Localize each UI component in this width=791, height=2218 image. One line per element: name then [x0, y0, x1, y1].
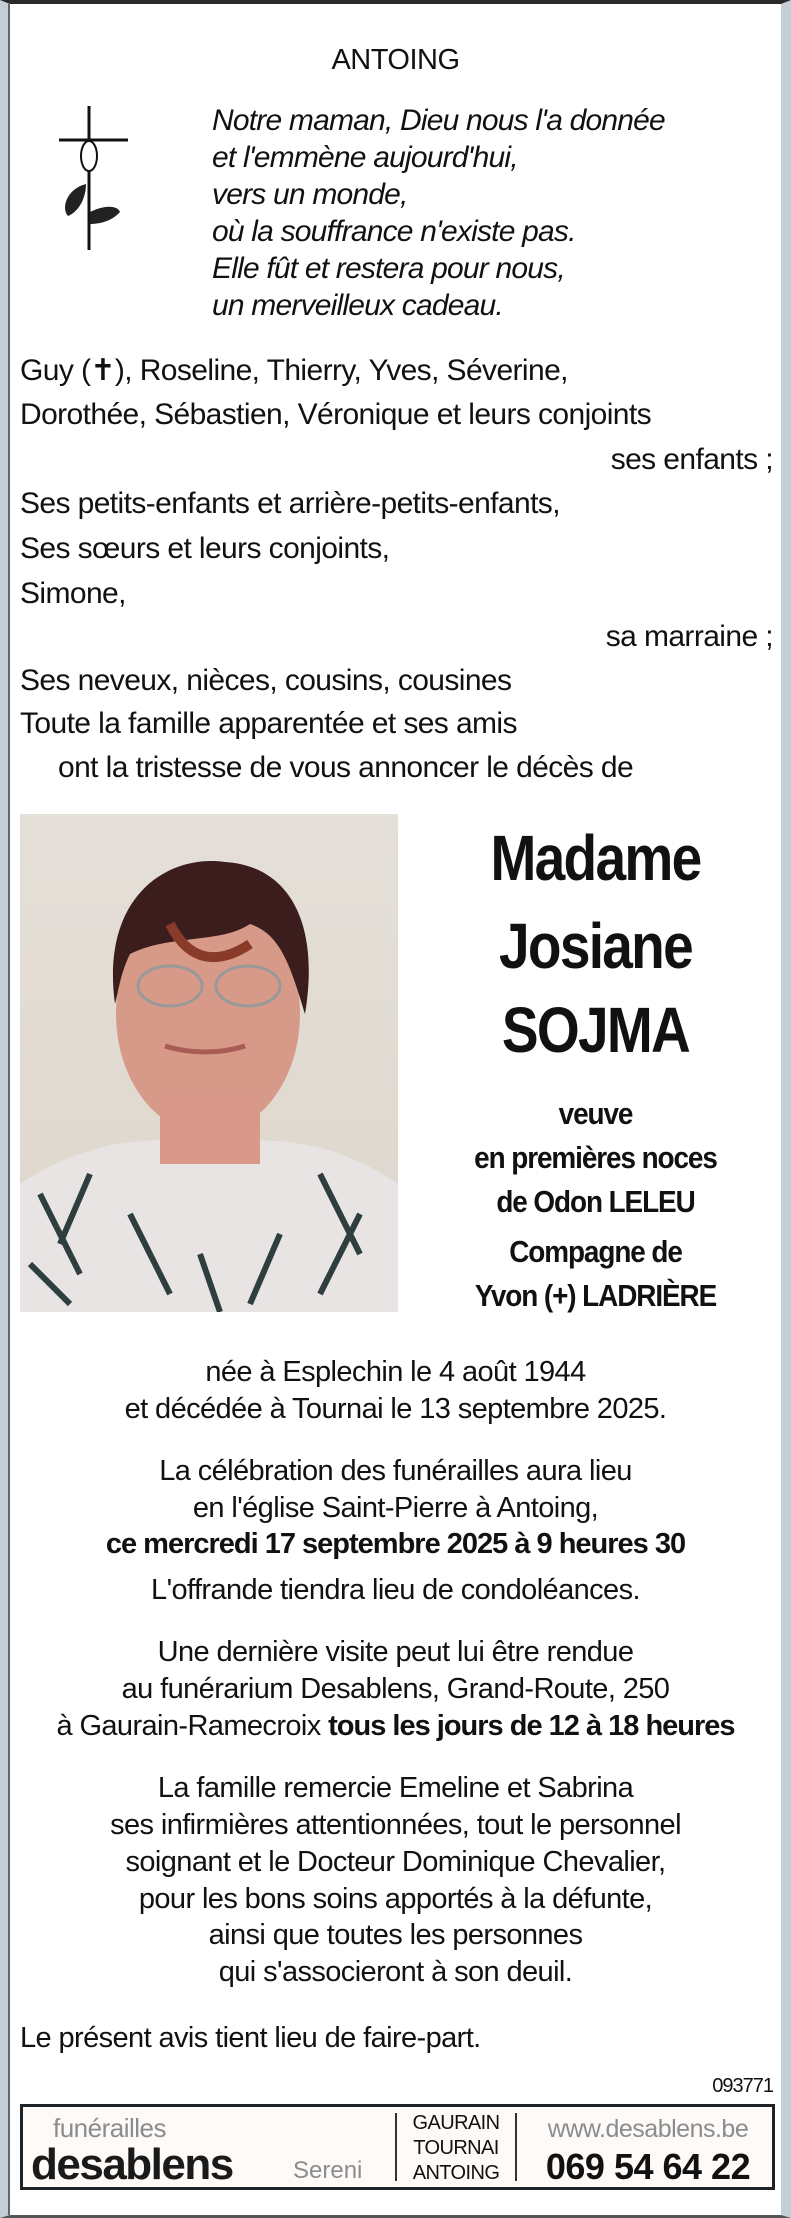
thanks-line: La famille remercie Emeline et Sabrina	[157, 1772, 634, 1804]
deceased-photo	[20, 814, 398, 1312]
status-line: en premières noces	[474, 1140, 717, 1175]
offering-line: L'offrande tiendra lieu de condoléances.	[151, 1574, 640, 1606]
deceased-name-block	[400, 822, 791, 1324]
announce-line: ont la tristesse de vous annoncer le décès de	[58, 751, 634, 784]
visit-line: au funérarium Desablens, Grand-Route, 250	[121, 1673, 670, 1705]
thanks-line: pour les bons soins apportés à la défunte,	[138, 1883, 653, 1915]
poem-line: vers un monde,	[212, 178, 408, 211]
brand-sub: Sereni	[293, 2157, 363, 2184]
notice-line: Le présent avis tient lieu de faire-part.	[20, 2022, 481, 2054]
funeral-home-banner	[20, 2104, 775, 2190]
family-role: sa marraine ;	[605, 620, 773, 653]
ceremony-line: La célébration des funérailles aura lieu	[159, 1455, 632, 1487]
towns-list	[401, 2111, 511, 2186]
status-line: veuve	[558, 1096, 633, 1131]
town: TOURNAI	[413, 2137, 499, 2159]
poem-line: où la souffrance n'existe pas.	[212, 215, 576, 248]
death-line: et décédée à Tournai le 13 septembre 2025.	[124, 1393, 667, 1425]
family-line: Toute la famille apparentée et ses amis	[20, 707, 517, 740]
family-line: Ses sœurs et leurs conjoints,	[20, 532, 390, 565]
partner-line: Yvon (+) LADRIÈRE	[474, 1278, 717, 1313]
ceremony-line: en l'église Saint-Pierre à Antoing,	[192, 1492, 599, 1524]
thanks-line: ainsi que toutes les personnes	[208, 1919, 583, 1951]
poem-line: un merveilleux cadeau.	[212, 289, 503, 322]
poem-line: et l'emmène aujourd'hui,	[212, 141, 518, 174]
thanks-line: soignant et le Docteur Dominique Chevalier,	[125, 1846, 666, 1878]
visit-line: Une dernière visite peut lui être rendue	[157, 1636, 634, 1668]
thanks-line: ses infirmières attentionnées, tout le personnel	[110, 1809, 681, 1841]
visit-place: à Gaurain-Ramecroix	[56, 1710, 329, 1742]
brand-top: funérailles	[53, 2113, 167, 2143]
family-line: Ses neveux, nièces, cousins, cousines	[20, 664, 512, 697]
family-line: Simone,	[20, 577, 126, 610]
partner-line: Compagne de	[509, 1234, 682, 1269]
divider	[515, 2113, 517, 2181]
deceased-title: Madame	[490, 822, 701, 894]
family-role: ses enfants ;	[610, 443, 773, 476]
phone-number[interactable]: 069 54 64 22	[545, 2146, 751, 2187]
poem-line: Elle fût et restera pour nous,	[212, 252, 565, 285]
status-line: de Odon LELEU	[496, 1184, 695, 1219]
family-line: Ses petits-enfants et arrière-petits-enfants,	[20, 487, 560, 520]
visit-hours: tous les jours de 12 à 18 heures	[328, 1710, 735, 1742]
website-link[interactable]: www.desablens.be	[547, 2115, 749, 2143]
town: ANTOING	[412, 2162, 500, 2184]
ceremony-date: ce mercredi 17 septembre 2025 à 9 heures 30	[105, 1528, 686, 1560]
town-heading: ANTOING	[331, 44, 460, 76]
thanks-line: qui s'associeront à son deuil.	[218, 1956, 573, 1988]
family-line: Dorothée, Sébastien, Véronique et leurs conjoints	[20, 398, 652, 431]
deceased-first-name: Josiane	[499, 910, 692, 982]
reference-number: 093771	[712, 2075, 773, 2097]
deceased-last-name: SOJMA	[501, 994, 690, 1066]
brand-logo: desablens	[31, 2140, 233, 2189]
poem-line: Notre maman, Dieu nous l'a donnée	[212, 104, 665, 137]
divider	[395, 2113, 397, 2181]
family-line: Guy (✝), Roseline, Thierry, Yves, Séverine,	[20, 354, 568, 387]
visit-hours-line	[0, 1712, 791, 1741]
town: GAURAIN	[412, 2112, 500, 2134]
birth-line: née à Esplechin le 4 août 1944	[205, 1356, 586, 1388]
cross-rose-icon	[46, 104, 130, 252]
